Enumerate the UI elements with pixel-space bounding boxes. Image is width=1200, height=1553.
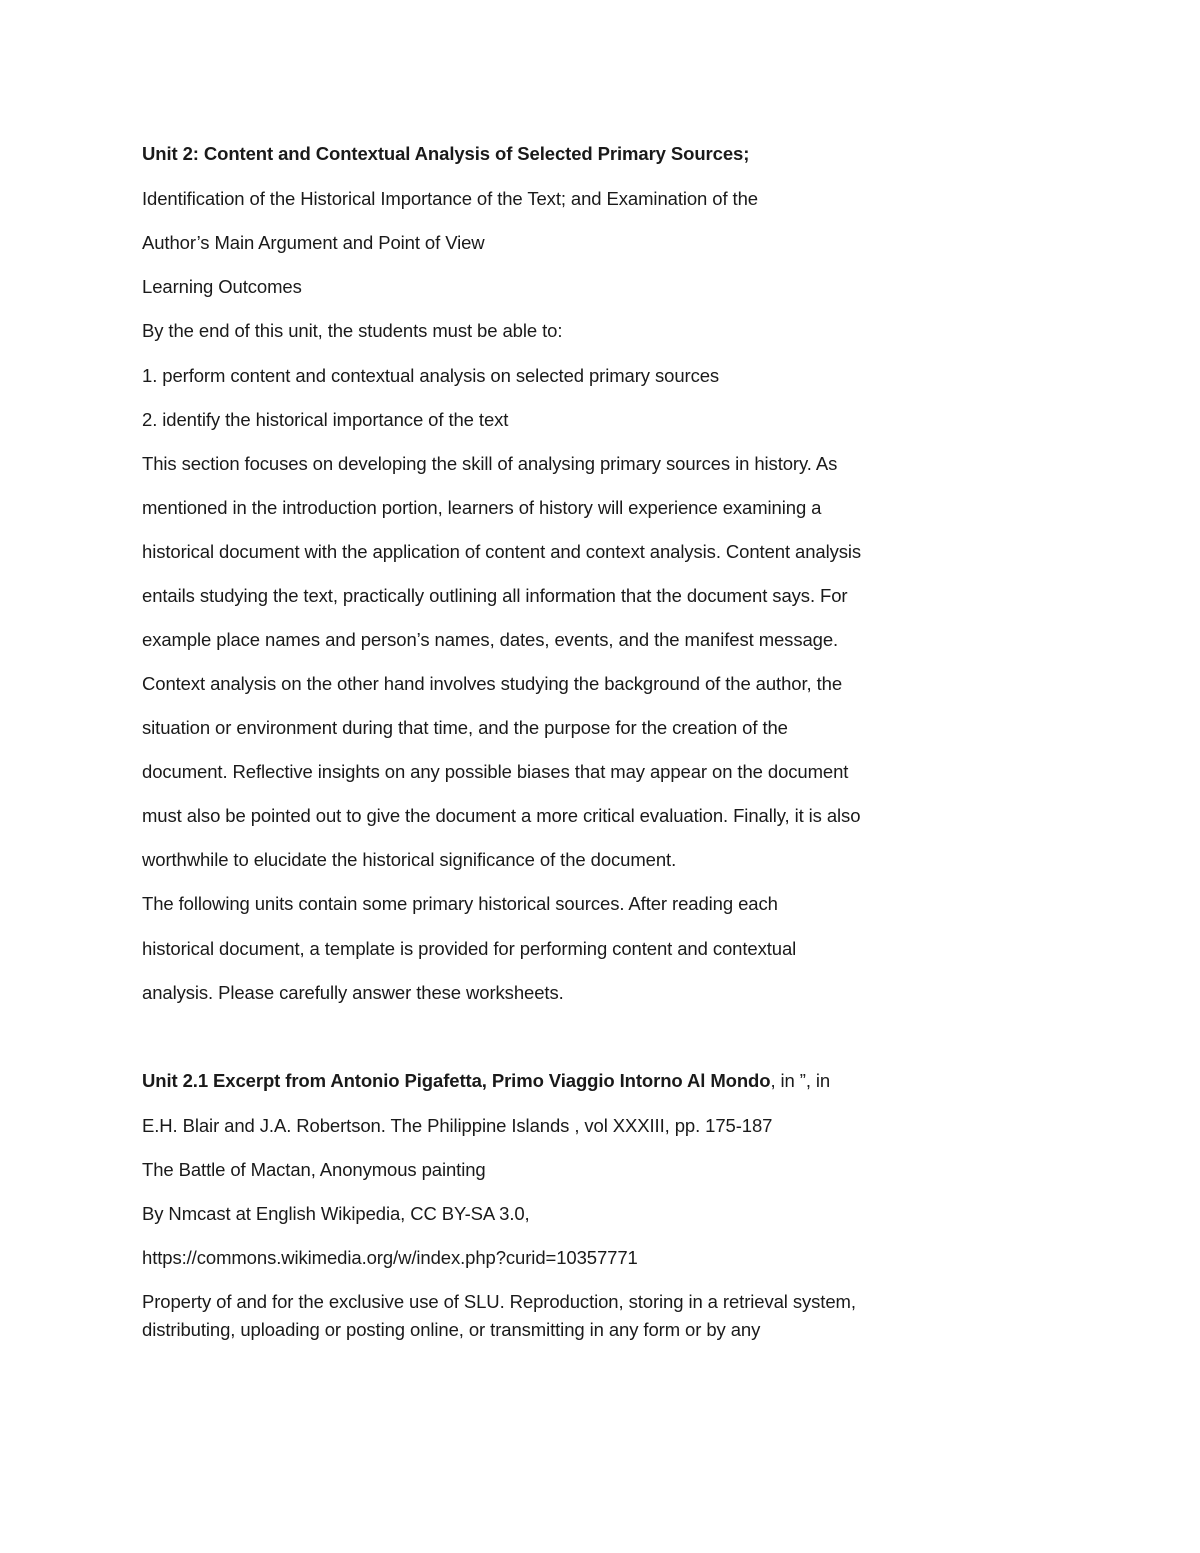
paragraph2-line-2: historical document, a template is provided for performing content and contextual — [142, 938, 797, 959]
unit21-title-bold: Unit 2.1 Excerpt from Antonio Pigafetta, Primo Viaggio Intorno Al Mondo — [142, 1070, 771, 1091]
unit-heading-line-3: Author’s Main Argument and Point of View — [142, 232, 485, 253]
paragraph1-line-5: example place names and person’s names, dates, events, and the manifest message. — [142, 629, 839, 650]
unit21-citation: E.H. Blair and J.A. Robertson. The Philippine Islands , vol XXXIII, pp. 175-187 — [142, 1115, 773, 1136]
image-source-url: https://commons.wikimedia.org/w/index.php?curid=10357771 — [142, 1247, 638, 1268]
image-credit: By Nmcast at English Wikipedia, CC BY-SA 3.0, — [142, 1203, 530, 1224]
paragraph1-line-6: Context analysis on the other hand involves studying the background of the author, the — [142, 673, 843, 694]
paragraph1-line-1: This section focuses on developing the skill of analysing primary sources in history. As — [142, 453, 838, 474]
paragraph1-line-2: mentioned in the introduction portion, learners of history will experience examining a — [142, 497, 822, 518]
outcomes-intro: By the end of this unit, the students must be able to: — [142, 320, 563, 341]
outcome-item-2: 2. identify the historical importance of the text — [142, 409, 509, 430]
paragraph1-line-3: historical document with the application of content and context analysis. Content analysis — [142, 541, 862, 562]
unit21-title — [142, 1069, 830, 1093]
paragraph1-line-9: must also be pointed out to give the document a more critical evaluation. Finally, it is also — [142, 805, 861, 826]
unit-heading-line-2: Identification of the Historical Importance of the Text; and Examination of the — [142, 188, 758, 209]
unit-heading-line-1: Unit 2: Content and Contextual Analysis of Selected Primary Sources; — [142, 143, 750, 164]
paragraph1-line-7: situation or environment during that time, and the purpose for the creation of the — [142, 717, 788, 738]
paragraph2-line-1: The following units contain some primary historical sources. After reading each — [142, 893, 778, 914]
learning-outcomes-title: Learning Outcomes — [142, 276, 302, 297]
paragraph1-line-10: worthwhile to elucidate the historical significance of the document. — [142, 849, 677, 870]
outcome-item-1: 1. perform content and contextual analysis on selected primary sources — [142, 365, 720, 386]
paragraph2-line-3: analysis. Please carefully answer these worksheets. — [142, 982, 564, 1003]
footer-notice-line-2: distributing, uploading or posting online, or transmitting in any form or by any — [142, 1319, 761, 1340]
paragraph1-line-8: document. Reflective insights on any possible biases that may appear on the document — [142, 761, 849, 782]
painting-caption: The Battle of Mactan, Anonymous painting — [142, 1159, 486, 1180]
paragraph1-line-4: entails studying the text, practically outlining all information that the document says. For — [142, 585, 848, 606]
footer-notice-line-1: Property of and for the exclusive use of SLU. Reproduction, storing in a retrieval system, — [142, 1291, 856, 1312]
unit21-title-rest: , in ”, in — [770, 1070, 831, 1091]
